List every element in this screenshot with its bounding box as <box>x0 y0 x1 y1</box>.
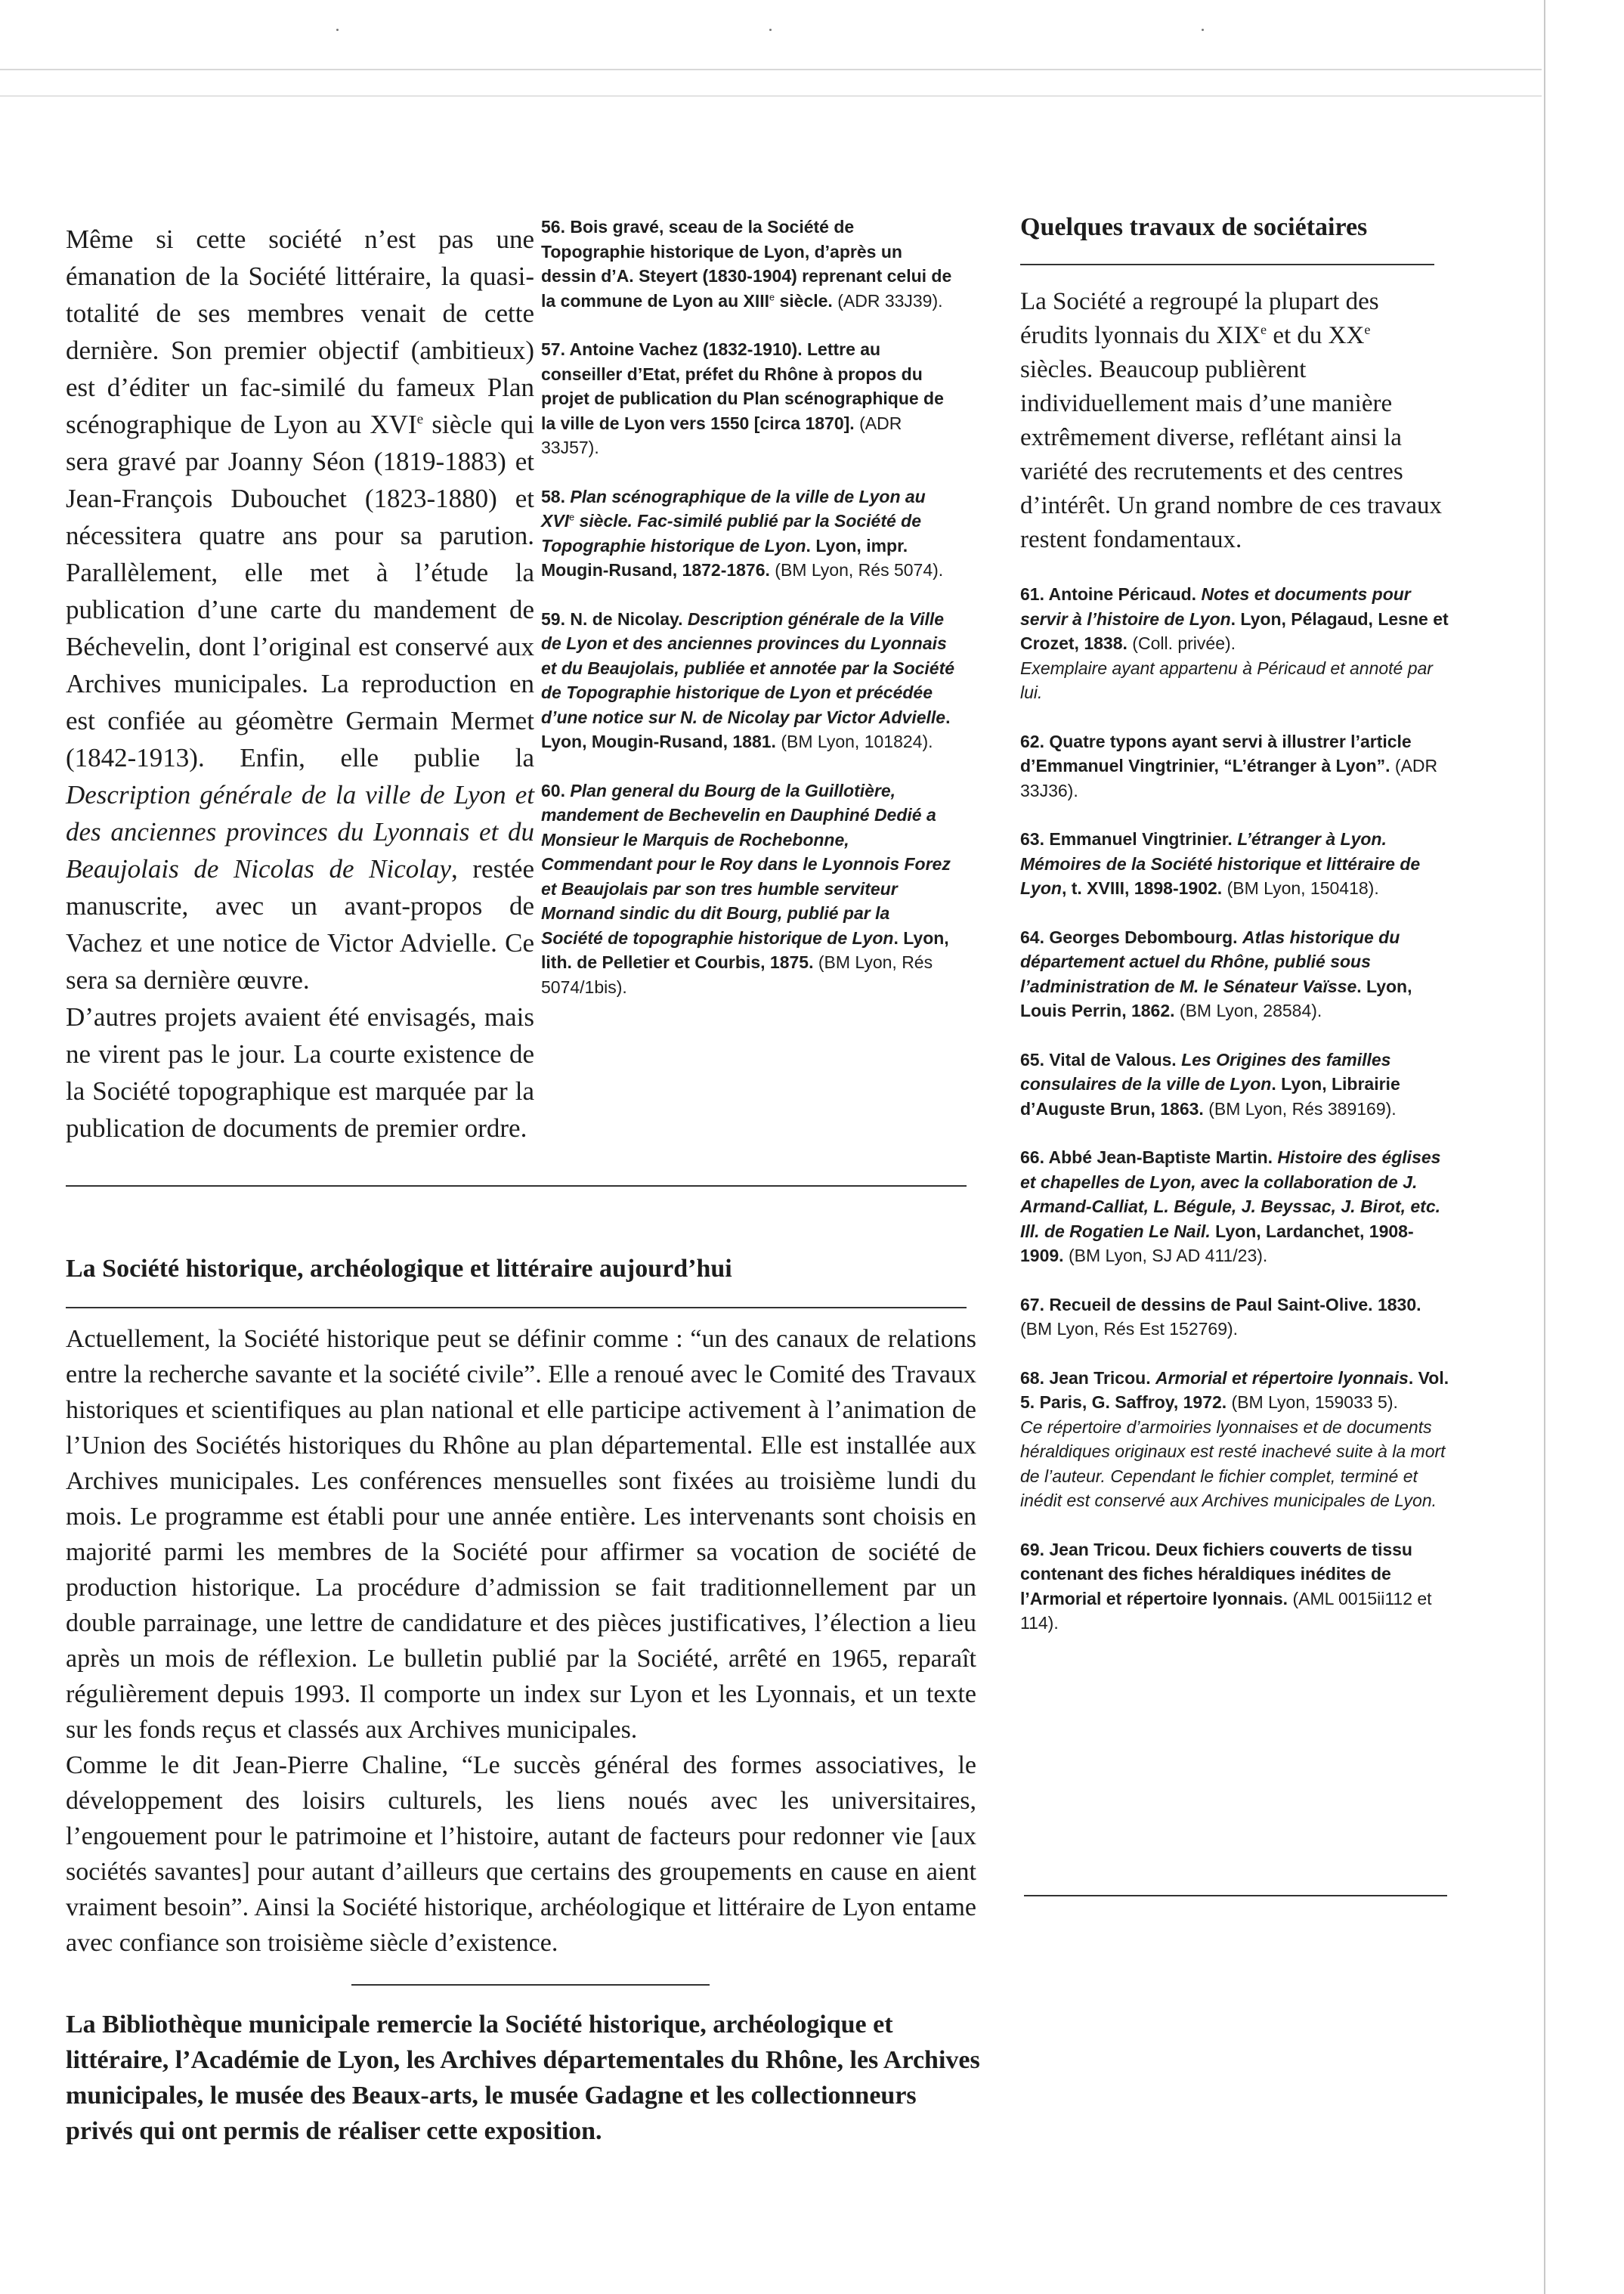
text-segment: D’autres projets avaient été envisagés, mais ne virent pas le jour. La courte existence de la Société topographique est marquée par la publication de documents de premier ordre. <box>66 1002 534 1143</box>
text-segment: e <box>569 512 575 523</box>
text-segment: 56. Bois gravé, sceau de la Société de Topographie historique de Lyon, d’après un dessin d’A. Steyert (1830-1904) reprenant celui de la commune de Lyon au XIII <box>541 217 952 311</box>
text-segment: 68. Jean Tricou. <box>1020 1367 1155 1388</box>
text-segment: (BM Lyon, 101824). <box>775 732 933 751</box>
text-segment: siècle. <box>775 290 833 311</box>
text-segment: (BM Lyon, Rés 5074). <box>769 560 944 580</box>
text-segment: (BM Lyon, 159033 5). <box>1227 1392 1398 1412</box>
top-scan-line-1 <box>0 69 1542 70</box>
section-heading: La Société historique, archéologique et littéraire aujourd’hui <box>66 1255 732 1283</box>
text-segment: Histoire des églises et chapelles de Lyon, avec la collaboration de J. Armand-Calliat, L. Bégule, J. Beyssac, J. Birot, etc. Ill. de Rogatien Le Nail. <box>1020 1147 1441 1241</box>
text-segment: Même si cette société n’est pas une émanation de la Société littéraire, la quasi-totalité de ses membres venait de cette dernière. Son premier objectif (ambitieux) est d’éditer un fac-similé du fameux Plan scénographique de Lyon au XVI <box>66 224 534 439</box>
text-segment: Ce répertoire d’armoiries lyonnaises et de documents héraldiques originaux est resté inachevé suite à la mort de l’auteur. Cependant le fichier complet, terminé et inédit est conservé aux Archives municipales de Lyon. <box>1020 1416 1446 1510</box>
scan-dot <box>769 29 772 31</box>
text-segment: (BM Lyon, Rés Est 152769). <box>1020 1319 1239 1339</box>
text-segment: . Lyon, Louis Perrin, 1862. <box>1020 976 1412 1020</box>
paragraph <box>66 1321 976 1748</box>
text-segment: Actuellement, la Société historique peut se définir comme : “un des canaux de relations entre la recherche savante et la société civile”. Elle a renoué avec le Comité des Travaux historiques et scientifiques au plan national et elle participe activement à l’animation de l’Union des Sociétés historiques du Rhône au plan départemental. Elle est installée aux Archives municipales. Les conférences mensuelles sont fixées au troisième lundi du mois. Le programme est établi pour une année entière. Les intervenants sont choisis en majorité parmi les membres de la Société pour affirmer sa vocation de société de production historique. La procédure d’admission se fait traditionnellement par un double parrainage, une lettre de candidature et des pièces justificatives, l’élection a lieu après un mois de réflexion. Le bulletin publié par la Société, arrêté en 1965, reparaît régulièrement depuis 1993. Il comporte un index sur Lyon et les Lyonnais, et un texte sur les fonds reçus et classés aux Archives municipales. <box>66 1325 976 1744</box>
catalog-entry <box>1020 925 1451 1023</box>
text-segment: et du XX <box>1267 322 1365 349</box>
text-segment: 65. Vital de Valous. <box>1020 1049 1182 1070</box>
paragraph <box>1020 285 1443 557</box>
right-column-heading: Quelques travaux de sociétaires <box>1020 213 1368 241</box>
text-segment: 62. Quatre typons ayant servi à illustrer l’article d’Emmanuel Vingtrinier, “L’étranger à Lyon”. <box>1020 731 1412 776</box>
catalog-entry <box>541 337 955 460</box>
text-segment: siècle qui sera gravé par Joanny Séon (1819-1883) et Jean-François Dubouchet (1823-1880) et nécessitera quatre ans pour sa parution. Parallèlement, elle met à l’étude la publication d’une carte du mandement de Béchevelin, dont l’original est conservé aux Archives municipales. La reproduction en est confiée au géomètre Germain Mermet (1842-1913). Enfin, elle publie la <box>66 410 534 772</box>
text-segment: 59. N. de Nicolay. <box>541 608 688 629</box>
catalog-entry <box>1020 582 1451 705</box>
text-segment: e <box>1261 322 1267 337</box>
text-segment: 66. Abbé Jean-Baptiste Martin. <box>1020 1147 1278 1167</box>
text-segment: siècles. Beaucoup publièrent individuellement mais d’une manière extrêmement diverse, reflétant ainsi la variété des recrutements et des centres d’intérêt. Un grand nombre de ces travaux restent fondamentaux. <box>1020 356 1443 553</box>
catalog-entry <box>1020 1048 1451 1122</box>
text-segment: Exemplaire ayant appartenu à Péricaud et annoté par lui. <box>1020 658 1433 702</box>
text-segment: 63. Emmanuel Vingtrinier. <box>1020 829 1238 849</box>
text-segment: , t. XVIII, 1898-1902. <box>1061 878 1223 898</box>
divider <box>1024 1895 1447 1896</box>
right-column-catalog <box>1020 582 1451 1660</box>
text-segment: La Société a regroupé la plupart des érudits lyonnais du XIX <box>1020 288 1379 349</box>
text-segment: 61. Antoine Péricaud. <box>1020 584 1202 604</box>
text-segment: , restée manuscrite, avec un avant-propos de Vachez et une notice de Victor Advielle. Ce sera sa dernière œuvre. <box>66 854 534 995</box>
text-segment: e <box>1364 322 1371 337</box>
text-segment: 64. Georges Debombourg. <box>1020 927 1242 947</box>
catalog-entry <box>1020 1293 1451 1342</box>
text-segment: Les Origines des familles consulaires de la ville de Lyon <box>1020 1049 1391 1094</box>
catalog-entry <box>541 607 955 754</box>
text-segment: . Lyon, Mougin-Rusand, 1881. <box>541 707 951 751</box>
text-segment: Plan general du Bourg de la Guillotière, mandement de Bechevelin en Dauphiné Dedié a Monsieur le Marquis de Rochebonne, Commendant pour le Roy dans le Lyonnois Forez et Beaujolais par son tres humble serviteur Mornand sindic du dit Bourg, publié par la Société de topographie historique de Lyon <box>541 780 951 948</box>
text-segment: 57. Antoine Vachez (1832-1910). Lettre au conseiller d’Etat, préfet du Rhône à propos du projet de publication du Plan scénographique de la ville de Lyon vers 1550 [circa 1870]. <box>541 339 944 433</box>
top-scan-line-2 <box>0 95 1542 97</box>
catalog-entry <box>1020 1145 1451 1268</box>
left-column-text <box>66 221 534 1147</box>
text-segment: Atlas historique du département actuel du Rhône, publié sous l’administration de M. le Sénateur Vaïsse <box>1020 927 1400 996</box>
text-segment: 67. Recueil de dessins de Paul Saint-Olive. 1830. <box>1020 1294 1421 1314</box>
text-segment: (ADR 33J39). <box>832 290 943 311</box>
scan-dot <box>336 29 339 31</box>
text-segment: siècle. Fac-similé publié par la Société de Topographie historique de Lyon <box>541 511 922 556</box>
text-segment: (BM Lyon, Rés 389169). <box>1203 1098 1397 1119</box>
divider <box>1020 264 1434 265</box>
catalog-entry <box>541 484 955 583</box>
paragraph <box>66 221 534 998</box>
text-segment: (AML 0015ii112 et 114). <box>1020 1588 1432 1633</box>
text-segment: . Vol. 5. Paris, G. Saffroy, 1972. <box>1020 1367 1449 1412</box>
text-segment: Plan scénographique de la ville de Lyon au XVI <box>541 486 926 531</box>
catalog-entry <box>1020 1537 1451 1636</box>
text-segment: 60. <box>541 780 571 800</box>
divider <box>66 1185 967 1187</box>
text-segment: (BM Lyon, 150418). <box>1222 878 1379 898</box>
middle-column-catalog <box>541 215 955 1023</box>
text-segment: Description générale de la Ville de Lyon et des anciennes provinces du Lyonnais et du Beaujolais, publiée et annotée par la Société de Topographie historique de Lyon et précédée d’une notice sur N. de Nicolay par Victor Advielle <box>541 608 955 727</box>
text-segment: (Coll. privée). <box>1127 633 1236 653</box>
text-segment: e <box>769 291 775 302</box>
paragraph <box>66 998 534 1147</box>
paragraph <box>66 1748 976 1961</box>
divider <box>351 1984 710 1986</box>
text-segment: (ADR 33J57). <box>541 413 902 457</box>
right-edge-line <box>1544 0 1545 2294</box>
text-segment: Armorial et répertoire lyonnais <box>1155 1367 1409 1388</box>
text-segment: L’étranger à Lyon. Mémoires de la Société historique et littéraire de Lyon <box>1020 829 1421 898</box>
text-segment: . Lyon, Librairie d’Auguste Brun, 1863. <box>1020 1074 1400 1119</box>
scan-dot <box>1202 29 1204 31</box>
text-segment: . Lyon, Pélagaud, Lesne et Crozet, 1838. <box>1020 608 1449 653</box>
text-segment: Notes et documents pour servir à l’histoire de Lyon <box>1020 584 1411 629</box>
catalog-entry <box>541 779 955 1000</box>
text-segment: Description générale de la ville de Lyon et des anciennes provinces du Lyonnais et du Beaujolais de Nicolas de Nicolay <box>66 780 534 884</box>
divider <box>66 1307 967 1308</box>
text-segment: (BM Lyon, SJ AD 411/23). <box>1063 1246 1268 1265</box>
text-segment: 69. Jean Tricou. Deux fichiers couverts de tissu contenant des fiches héraldiques inédites de l’Armorial et répertoire lyonnais. <box>1020 1539 1412 1608</box>
text-segment: . Lyon, impr. Mougin-Rusand, 1872-1876. <box>541 535 908 580</box>
acknowledgements: La Bibliothèque municipale remercie la Société historique, archéologique et littéraire, l’Académie de Lyon, les Archives départementales du Rhône, les Archives municipales, le musée des Beaux-arts, le musée Gadagne et les collectionneurs privés qui ont permis de réaliser cette exposition. <box>66 2011 980 2145</box>
text-segment: . Lyon, lith. de Pelletier et Courbis, 1875. <box>541 927 949 972</box>
right-column-intro <box>1020 285 1443 557</box>
catalog-entry <box>1020 729 1451 803</box>
catalog-entry <box>1020 827 1451 901</box>
text-segment: e <box>416 411 424 428</box>
catalog-entry <box>541 215 955 313</box>
text-segment: Comme le dit Jean-Pierre Chaline, “Le succès général des formes associatives, le développement des loisirs culturels, les liens noués avec les universitaires, l’engouement pour le patrimoine et l’histoire, autant de facteurs pour redonner vie [aux sociétés savantes] pour autant d’ailleurs que certains des groupements en cause en aient vraiment besoin”. Ainsi la Société historique, archéologique et littéraire de Lyon entame avec confiance son troisième siècle d’existence. <box>66 1751 976 1957</box>
text-segment: 58. <box>541 486 571 506</box>
text-segment: Lyon, Lardanchet, 1908-1909. <box>1020 1221 1414 1265</box>
catalog-entry <box>1020 1366 1451 1513</box>
section-body <box>66 1321 976 1961</box>
text-segment: (BM Lyon, 28584). <box>1174 1001 1322 1020</box>
text-segment: (BM Lyon, Rés 5074/1bis). <box>541 952 933 997</box>
text-segment: (ADR 33J36). <box>1020 756 1438 800</box>
